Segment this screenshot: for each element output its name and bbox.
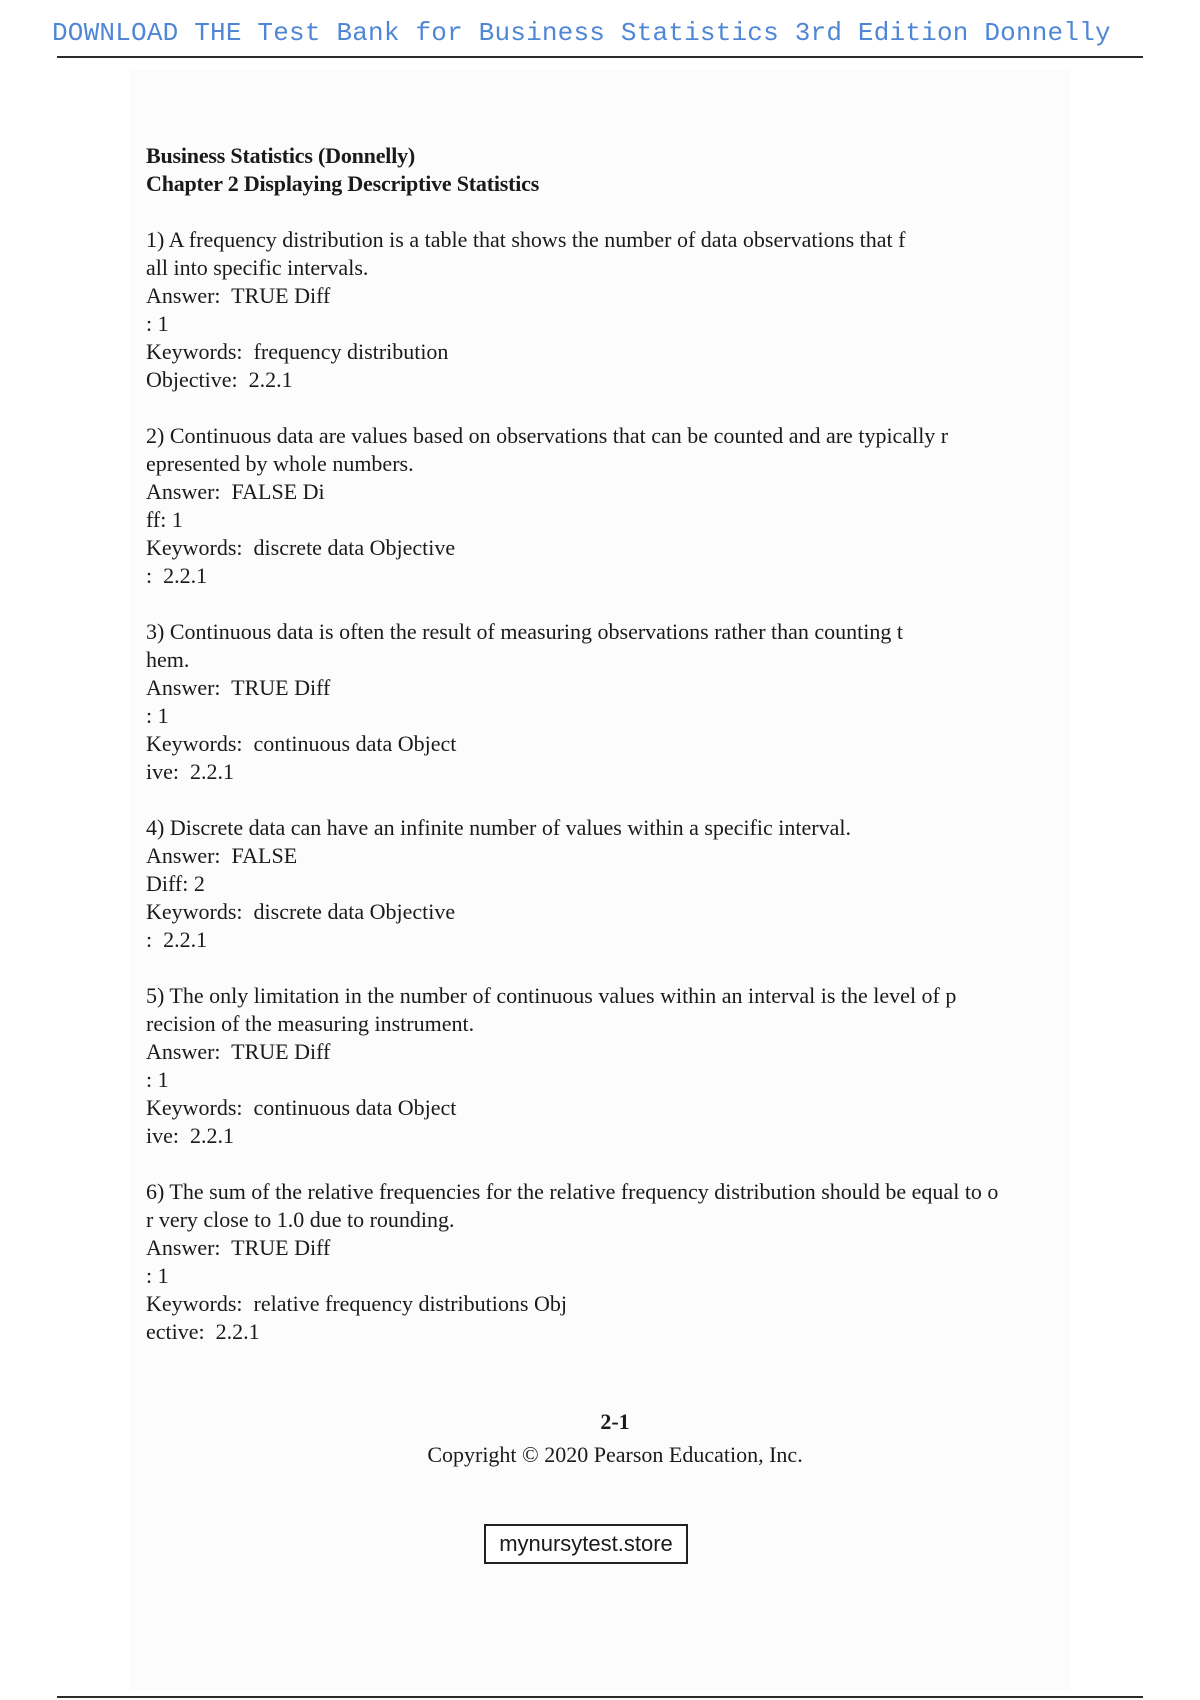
question-line: Keywords: continuous data Object bbox=[146, 731, 457, 756]
question-item bbox=[146, 422, 1086, 590]
question-item bbox=[146, 1178, 1086, 1346]
page-number: 2-1 bbox=[600, 1409, 630, 1434]
book-title: Business Statistics (Donnelly) bbox=[146, 143, 416, 168]
question-line: ive: 2.2.1 bbox=[146, 1123, 234, 1148]
copyright-notice: Copyright © 2020 Pearson Education, Inc. bbox=[427, 1442, 803, 1467]
top-divider bbox=[57, 56, 1143, 58]
question-list bbox=[146, 226, 1086, 1346]
question-line: 3) Continuous data is often the result of measuring observations rather than counting t bbox=[146, 619, 904, 644]
question-line: : 1 bbox=[146, 703, 169, 728]
question-line: Answer: TRUE Diff bbox=[146, 283, 331, 308]
document-content bbox=[146, 142, 1086, 1374]
question-item bbox=[146, 618, 1086, 786]
question-line: Answer: FALSE bbox=[146, 843, 298, 868]
bottom-divider bbox=[57, 1696, 1143, 1698]
question-line: ff: 1 bbox=[146, 507, 183, 532]
question-line: Answer: TRUE Diff bbox=[146, 1235, 331, 1260]
question-line: 2) Continuous data are values based on observations that can be counted and are typically r bbox=[146, 423, 949, 448]
question-line: : 2.2.1 bbox=[146, 563, 208, 588]
question-line: Keywords: discrete data Objective bbox=[146, 899, 456, 924]
question-line: Answer: TRUE Diff bbox=[146, 675, 331, 700]
question-line: 6) The sum of the relative frequencies for the relative frequency distribution should be equal to o bbox=[146, 1179, 999, 1204]
question-line: all into specific intervals. bbox=[146, 255, 369, 280]
question-line: r very close to 1.0 due to rounding. bbox=[146, 1207, 455, 1232]
store-watermark-box: mynursytest.store bbox=[484, 1524, 688, 1564]
question-line: Diff: 2 bbox=[146, 871, 205, 896]
question-line: Objective: 2.2.1 bbox=[146, 367, 293, 392]
question-line: hem. bbox=[146, 647, 190, 672]
question-line: recision of the measuring instrument. bbox=[146, 1011, 475, 1036]
chapter-title: Chapter 2 Displaying Descriptive Statistics bbox=[146, 171, 540, 196]
question-line: Keywords: continuous data Object bbox=[146, 1095, 457, 1120]
question-line: Keywords: frequency distribution bbox=[146, 339, 449, 364]
question-item bbox=[146, 226, 1086, 394]
question-line: 5) The only limitation in the number of continuous values within an interval is the level of p bbox=[146, 983, 957, 1008]
question-line: epresented by whole numbers. bbox=[146, 451, 414, 476]
download-banner-link[interactable]: DOWNLOAD THE Test Bank for Business Statistics 3rd Edition Donnelly bbox=[52, 18, 1111, 48]
question-item bbox=[146, 982, 1086, 1150]
question-line: Keywords: relative frequency distributions Obj bbox=[146, 1291, 567, 1316]
document-header bbox=[146, 142, 1086, 198]
question-line: Answer: FALSE Di bbox=[146, 479, 325, 504]
question-line: Answer: TRUE Diff bbox=[146, 1039, 331, 1064]
question-line: : 2.2.1 bbox=[146, 927, 208, 952]
question-line: ective: 2.2.1 bbox=[146, 1319, 260, 1344]
question-line: ive: 2.2.1 bbox=[146, 759, 234, 784]
question-line: 1) A frequency distribution is a table that shows the number of data observations that f bbox=[146, 227, 906, 252]
question-item bbox=[146, 814, 1086, 954]
page-footer bbox=[0, 1408, 1200, 1472]
question-line: 4) Discrete data can have an infinite number of values within a specific interval. bbox=[146, 815, 851, 840]
question-line: Keywords: discrete data Objective bbox=[146, 535, 456, 560]
question-line: : 1 bbox=[146, 1067, 169, 1092]
question-line: : 1 bbox=[146, 1263, 169, 1288]
question-line: : 1 bbox=[146, 311, 169, 336]
